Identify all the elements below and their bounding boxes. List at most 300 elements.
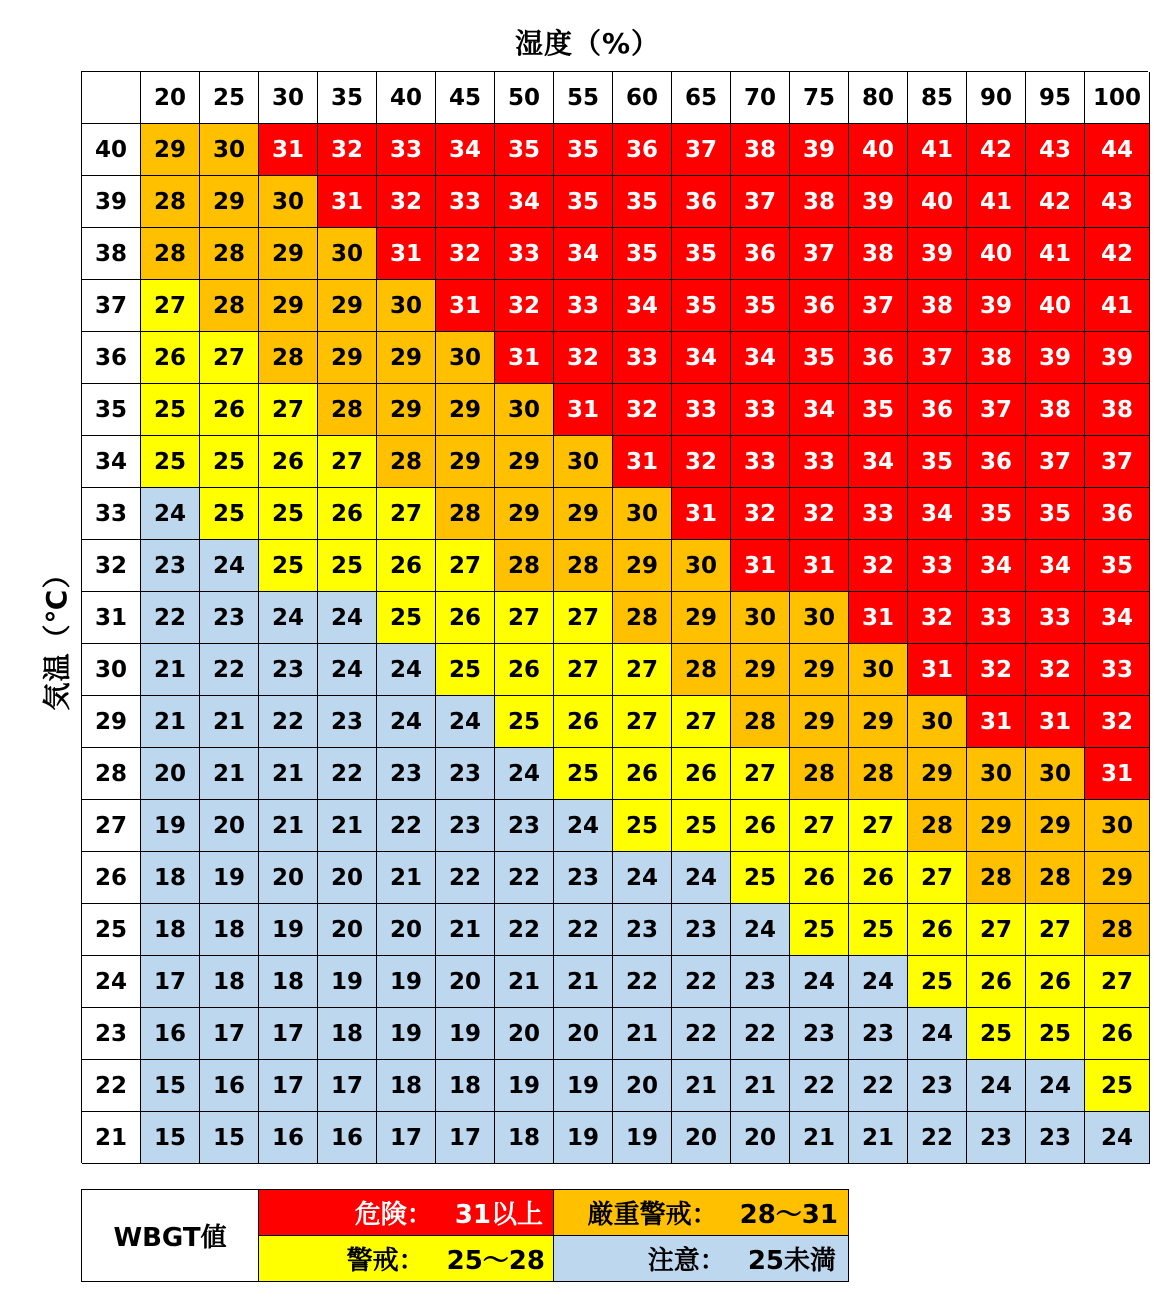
wbgt-cell: 27 <box>377 488 436 540</box>
temperature-header-38: 38 <box>82 228 141 280</box>
wbgt-cell: 20 <box>318 852 377 904</box>
wbgt-cell: 29 <box>495 488 554 540</box>
wbgt-cell: 16 <box>141 1008 200 1060</box>
wbgt-cell: 27 <box>849 800 908 852</box>
wbgt-cell: 21 <box>141 644 200 696</box>
wbgt-cell: 25 <box>200 436 259 488</box>
wbgt-cell: 29 <box>1085 852 1150 904</box>
wbgt-cell: 26 <box>259 436 318 488</box>
wbgt-cell: 34 <box>731 332 790 384</box>
temperature-header-26: 26 <box>82 852 141 904</box>
wbgt-cell: 29 <box>436 436 495 488</box>
wbgt-cell: 30 <box>318 228 377 280</box>
wbgt-cell: 33 <box>849 488 908 540</box>
wbgt-cell: 21 <box>141 696 200 748</box>
wbgt-cell: 28 <box>554 540 613 592</box>
humidity-header-40: 40 <box>377 72 436 124</box>
wbgt-cell: 43 <box>1026 124 1085 176</box>
wbgt-cell: 35 <box>495 124 554 176</box>
wbgt-cell: 21 <box>613 1008 672 1060</box>
wbgt-cell: 27 <box>141 280 200 332</box>
wbgt-cell: 30 <box>849 644 908 696</box>
wbgt-cell: 35 <box>672 280 731 332</box>
wbgt-cell: 31 <box>613 436 672 488</box>
temperature-header-23: 23 <box>82 1008 141 1060</box>
wbgt-cell: 32 <box>613 384 672 436</box>
wbgt-cell: 24 <box>672 852 731 904</box>
wbgt-cell: 42 <box>1085 228 1150 280</box>
wbgt-cell: 15 <box>200 1112 259 1164</box>
wbgt-cell: 19 <box>200 852 259 904</box>
wbgt-cell: 24 <box>613 852 672 904</box>
wbgt-cell: 25 <box>495 696 554 748</box>
wbgt-cell: 35 <box>967 488 1026 540</box>
wbgt-cell: 30 <box>436 332 495 384</box>
wbgt-cell: 28 <box>436 488 495 540</box>
wbgt-cell: 43 <box>1085 176 1150 228</box>
wbgt-cell: 18 <box>141 904 200 956</box>
humidity-header-85: 85 <box>908 72 967 124</box>
temperature-header-34: 34 <box>82 436 141 488</box>
legend-severe-range: 28〜31 <box>739 1200 838 1230</box>
wbgt-cell: 29 <box>731 644 790 696</box>
humidity-header-20: 20 <box>141 72 200 124</box>
temperature-header-27: 27 <box>82 800 141 852</box>
wbgt-cell: 25 <box>436 644 495 696</box>
temperature-header-37: 37 <box>82 280 141 332</box>
wbgt-cell: 29 <box>908 748 967 800</box>
wbgt-cell: 31 <box>495 332 554 384</box>
wbgt-cell: 29 <box>1026 800 1085 852</box>
wbgt-cell: 32 <box>790 488 849 540</box>
wbgt-cell: 21 <box>849 1112 908 1164</box>
wbgt-cell: 30 <box>1085 800 1150 852</box>
humidity-header-70: 70 <box>731 72 790 124</box>
wbgt-cell: 23 <box>377 748 436 800</box>
temperature-header-36: 36 <box>82 332 141 384</box>
wbgt-cell: 21 <box>731 1060 790 1112</box>
wbgt-cell: 24 <box>259 592 318 644</box>
wbgt-cell: 34 <box>967 540 1026 592</box>
wbgt-cell: 24 <box>1085 1112 1150 1164</box>
wbgt-cell: 29 <box>849 696 908 748</box>
wbgt-cell: 32 <box>495 280 554 332</box>
wbgt-cell: 35 <box>849 384 908 436</box>
temperature-header-40: 40 <box>82 124 141 176</box>
wbgt-cell: 25 <box>259 540 318 592</box>
wbgt-cell: 22 <box>141 592 200 644</box>
wbgt-cell: 27 <box>554 644 613 696</box>
wbgt-cell: 31 <box>1085 748 1150 800</box>
wbgt-cell: 32 <box>436 228 495 280</box>
wbgt-cell: 36 <box>1085 488 1150 540</box>
wbgt-cell: 23 <box>259 644 318 696</box>
wbgt-cell: 23 <box>790 1008 849 1060</box>
wbgt-cell: 22 <box>731 1008 790 1060</box>
wbgt-cell: 23 <box>908 1060 967 1112</box>
wbgt-cell: 44 <box>1085 124 1150 176</box>
wbgt-cell: 33 <box>967 592 1026 644</box>
wbgt-cell: 22 <box>790 1060 849 1112</box>
humidity-header-95: 95 <box>1026 72 1085 124</box>
wbgt-cell: 31 <box>436 280 495 332</box>
temperature-header-29: 29 <box>82 696 141 748</box>
wbgt-cell: 23 <box>1026 1112 1085 1164</box>
wbgt-cell: 22 <box>672 1008 731 1060</box>
wbgt-cell: 38 <box>908 280 967 332</box>
wbgt-cell: 37 <box>849 280 908 332</box>
humidity-header-60: 60 <box>613 72 672 124</box>
wbgt-cell: 30 <box>731 592 790 644</box>
wbgt-cell: 21 <box>200 748 259 800</box>
wbgt-cell: 22 <box>849 1060 908 1112</box>
wbgt-cell: 41 <box>908 124 967 176</box>
humidity-header-25: 25 <box>200 72 259 124</box>
wbgt-cell: 37 <box>790 228 849 280</box>
wbgt-cell: 25 <box>141 436 200 488</box>
wbgt-cell: 18 <box>495 1112 554 1164</box>
legend-caution <box>554 1236 848 1281</box>
wbgt-cell: 28 <box>318 384 377 436</box>
wbgt-cell: 28 <box>1085 904 1150 956</box>
wbgt-cell: 27 <box>613 696 672 748</box>
wbgt-cell: 30 <box>967 748 1026 800</box>
wbgt-legend <box>81 1189 849 1282</box>
wbgt-cell: 28 <box>790 748 849 800</box>
wbgt-cell: 29 <box>554 488 613 540</box>
wbgt-cell: 21 <box>259 748 318 800</box>
wbgt-cell: 33 <box>436 176 495 228</box>
wbgt-cell: 22 <box>436 852 495 904</box>
wbgt-cell: 34 <box>613 280 672 332</box>
wbgt-cell: 20 <box>377 904 436 956</box>
legend-caution-range: 25未満 <box>747 1246 836 1276</box>
wbgt-cell: 27 <box>731 748 790 800</box>
wbgt-cell: 38 <box>731 124 790 176</box>
wbgt-cell: 29 <box>436 384 495 436</box>
wbgt-cell: 34 <box>908 488 967 540</box>
wbgt-cell: 26 <box>141 332 200 384</box>
wbgt-cell: 21 <box>259 800 318 852</box>
wbgt-cell: 32 <box>849 540 908 592</box>
wbgt-cell: 19 <box>377 956 436 1008</box>
wbgt-cell: 31 <box>967 696 1026 748</box>
wbgt-cell: 33 <box>613 332 672 384</box>
wbgt-cell: 17 <box>259 1008 318 1060</box>
wbgt-cell: 31 <box>849 592 908 644</box>
wbgt-cell: 34 <box>1026 540 1085 592</box>
wbgt-cell: 30 <box>377 280 436 332</box>
wbgt-cell: 25 <box>672 800 731 852</box>
wbgt-cell: 20 <box>141 748 200 800</box>
wbgt-cell: 30 <box>554 436 613 488</box>
humidity-header-30: 30 <box>259 72 318 124</box>
wbgt-cell: 30 <box>495 384 554 436</box>
wbgt-cell: 15 <box>141 1112 200 1164</box>
wbgt-cell: 19 <box>436 1008 495 1060</box>
wbgt-cell: 41 <box>1026 228 1085 280</box>
wbgt-cell: 28 <box>967 852 1026 904</box>
wbgt-cell: 42 <box>967 124 1026 176</box>
wbgt-cell: 24 <box>141 488 200 540</box>
wbgt-cell: 17 <box>141 956 200 1008</box>
wbgt-cell: 17 <box>318 1060 377 1112</box>
wbgt-cell: 29 <box>790 696 849 748</box>
humidity-header-50: 50 <box>495 72 554 124</box>
humidity-header-100: 100 <box>1085 72 1150 124</box>
wbgt-cell: 28 <box>200 280 259 332</box>
wbgt-cell: 28 <box>908 800 967 852</box>
wbgt-cell: 27 <box>554 592 613 644</box>
wbgt-cell: 23 <box>436 800 495 852</box>
wbgt-cell: 30 <box>200 124 259 176</box>
wbgt-cell: 35 <box>554 176 613 228</box>
wbgt-cell: 24 <box>967 1060 1026 1112</box>
wbgt-cell: 27 <box>908 852 967 904</box>
wbgt-cell: 29 <box>377 384 436 436</box>
wbgt-cell: 18 <box>141 852 200 904</box>
wbgt-cell: 25 <box>200 488 259 540</box>
wbgt-cell: 17 <box>259 1060 318 1112</box>
wbgt-cell: 36 <box>967 436 1026 488</box>
wbgt-cell: 18 <box>200 956 259 1008</box>
wbgt-cell: 20 <box>200 800 259 852</box>
wbgt-cell: 32 <box>1026 644 1085 696</box>
wbgt-cell: 27 <box>790 800 849 852</box>
wbgt-cell: 38 <box>1085 384 1150 436</box>
wbgt-cell: 23 <box>731 956 790 1008</box>
wbgt-cell: 26 <box>672 748 731 800</box>
wbgt-cell: 25 <box>790 904 849 956</box>
wbgt-cell: 38 <box>790 176 849 228</box>
legend-danger <box>259 1190 554 1236</box>
wbgt-cell: 33 <box>495 228 554 280</box>
wbgt-cell: 31 <box>790 540 849 592</box>
wbgt-cell: 32 <box>731 488 790 540</box>
wbgt-cell: 27 <box>436 540 495 592</box>
wbgt-cell: 24 <box>318 592 377 644</box>
wbgt-cell: 31 <box>259 124 318 176</box>
wbgt-cell: 23 <box>436 748 495 800</box>
wbgt-cell: 29 <box>259 228 318 280</box>
temperature-header-21: 21 <box>82 1112 141 1164</box>
wbgt-cell: 24 <box>1026 1060 1085 1112</box>
wbgt-cell: 30 <box>613 488 672 540</box>
wbgt-cell: 35 <box>1085 540 1150 592</box>
wbgt-cell: 30 <box>908 696 967 748</box>
wbgt-cell: 28 <box>731 696 790 748</box>
legend-caution-label: 注意： <box>647 1246 726 1276</box>
wbgt-cell: 21 <box>318 800 377 852</box>
wbgt-cell: 25 <box>554 748 613 800</box>
wbgt-cell: 20 <box>259 852 318 904</box>
wbgt-cell: 33 <box>554 280 613 332</box>
wbgt-cell: 39 <box>1026 332 1085 384</box>
wbgt-cell: 28 <box>849 748 908 800</box>
wbgt-cell: 32 <box>967 644 1026 696</box>
wbgt-cell: 27 <box>613 644 672 696</box>
wbgt-cell: 34 <box>436 124 495 176</box>
wbgt-cell: 24 <box>790 956 849 1008</box>
wbgt-cell: 19 <box>259 904 318 956</box>
wbgt-cell: 35 <box>613 176 672 228</box>
wbgt-cell: 34 <box>1085 592 1150 644</box>
y-axis-title-text: 気温（℃） <box>40 559 74 711</box>
legend-warning <box>259 1236 554 1281</box>
temperature-header-22: 22 <box>82 1060 141 1112</box>
wbgt-cell: 31 <box>318 176 377 228</box>
wbgt-cell: 37 <box>908 332 967 384</box>
wbgt-cell: 26 <box>436 592 495 644</box>
wbgt-cell: 26 <box>554 696 613 748</box>
legend-warning-range: 25〜28 <box>446 1246 545 1276</box>
wbgt-cell: 37 <box>672 124 731 176</box>
wbgt-cell: 28 <box>377 436 436 488</box>
temperature-header-25: 25 <box>82 904 141 956</box>
wbgt-cell: 25 <box>377 592 436 644</box>
wbgt-cell: 26 <box>495 644 554 696</box>
wbgt-cell: 27 <box>259 384 318 436</box>
wbgt-cell: 28 <box>495 540 554 592</box>
wbgt-cell: 27 <box>318 436 377 488</box>
wbgt-cell: 33 <box>1026 592 1085 644</box>
wbgt-cell: 23 <box>495 800 554 852</box>
wbgt-cell: 26 <box>849 852 908 904</box>
wbgt-cell: 39 <box>849 176 908 228</box>
wbgt-cell: 24 <box>377 696 436 748</box>
wbgt-cell: 32 <box>908 592 967 644</box>
wbgt-cell: 34 <box>554 228 613 280</box>
wbgt-cell: 20 <box>672 1112 731 1164</box>
temperature-header-28: 28 <box>82 748 141 800</box>
wbgt-cell: 19 <box>377 1008 436 1060</box>
wbgt-cell: 27 <box>967 904 1026 956</box>
wbgt-cell: 41 <box>967 176 1026 228</box>
wbgt-cell: 24 <box>849 956 908 1008</box>
wbgt-cell: 22 <box>318 748 377 800</box>
wbgt-cell: 33 <box>672 384 731 436</box>
wbgt-cell: 24 <box>318 644 377 696</box>
wbgt-cell: 32 <box>1085 696 1150 748</box>
wbgt-cell: 30 <box>1026 748 1085 800</box>
wbgt-cell: 27 <box>200 332 259 384</box>
wbgt-cell: 23 <box>849 1008 908 1060</box>
wbgt-cell: 21 <box>790 1112 849 1164</box>
header-corner-cell <box>82 72 141 124</box>
wbgt-cell: 40 <box>908 176 967 228</box>
wbgt-cell: 20 <box>731 1112 790 1164</box>
wbgt-cell: 31 <box>1026 696 1085 748</box>
wbgt-cell: 24 <box>731 904 790 956</box>
wbgt-cell: 27 <box>495 592 554 644</box>
wbgt-cell: 17 <box>200 1008 259 1060</box>
wbgt-cell: 22 <box>613 956 672 1008</box>
wbgt-cell: 20 <box>318 904 377 956</box>
wbgt-cell: 21 <box>377 852 436 904</box>
wbgt-cell: 37 <box>1085 436 1150 488</box>
wbgt-cell: 29 <box>259 280 318 332</box>
wbgt-cell: 29 <box>318 280 377 332</box>
wbgt-cell: 32 <box>318 124 377 176</box>
wbgt-cell: 31 <box>377 228 436 280</box>
wbgt-cell: 30 <box>672 540 731 592</box>
wbgt-cell: 25 <box>259 488 318 540</box>
x-axis-title: 湿度（%） <box>514 27 661 60</box>
wbgt-cell: 24 <box>495 748 554 800</box>
wbgt-cell: 25 <box>731 852 790 904</box>
wbgt-cell: 28 <box>141 176 200 228</box>
wbgt-cell: 28 <box>259 332 318 384</box>
wbgt-cell: 28 <box>141 228 200 280</box>
wbgt-cell: 33 <box>790 436 849 488</box>
wbgt-cell: 21 <box>672 1060 731 1112</box>
wbgt-cell: 26 <box>790 852 849 904</box>
wbgt-cell: 35 <box>908 436 967 488</box>
wbgt-cell: 25 <box>613 800 672 852</box>
wbgt-cell: 26 <box>377 540 436 592</box>
wbgt-cell: 19 <box>495 1060 554 1112</box>
wbgt-cell: 17 <box>436 1112 495 1164</box>
wbgt-cell: 18 <box>259 956 318 1008</box>
wbgt-cell: 37 <box>1026 436 1085 488</box>
wbgt-cell: 34 <box>790 384 849 436</box>
legend-severe-label: 厳重警戒： <box>587 1200 718 1230</box>
wbgt-cell: 18 <box>200 904 259 956</box>
wbgt-cell: 18 <box>377 1060 436 1112</box>
wbgt-cell: 22 <box>554 904 613 956</box>
wbgt-cell: 23 <box>141 540 200 592</box>
legend-title: WBGT値 <box>82 1190 259 1281</box>
wbgt-cell: 23 <box>613 904 672 956</box>
wbgt-cell: 31 <box>554 384 613 436</box>
wbgt-cell: 35 <box>672 228 731 280</box>
wbgt-cell: 22 <box>672 956 731 1008</box>
wbgt-cell: 36 <box>731 228 790 280</box>
wbgt-cell: 29 <box>790 644 849 696</box>
wbgt-cell: 26 <box>1085 1008 1150 1060</box>
wbgt-cell: 24 <box>436 696 495 748</box>
wbgt-cell: 36 <box>790 280 849 332</box>
wbgt-cell: 26 <box>731 800 790 852</box>
humidity-header-65: 65 <box>672 72 731 124</box>
wbgt-cell: 25 <box>318 540 377 592</box>
wbgt-cell: 35 <box>613 228 672 280</box>
wbgt-cell: 36 <box>613 124 672 176</box>
wbgt-cell: 38 <box>967 332 1026 384</box>
temperature-header-30: 30 <box>82 644 141 696</box>
wbgt-cell: 25 <box>1026 1008 1085 1060</box>
wbgt-cell: 25 <box>908 956 967 1008</box>
wbgt-cell: 20 <box>436 956 495 1008</box>
wbgt-cell: 19 <box>141 800 200 852</box>
wbgt-cell: 32 <box>377 176 436 228</box>
wbgt-cell: 23 <box>554 852 613 904</box>
wbgt-cell: 40 <box>967 228 1026 280</box>
wbgt-cell: 32 <box>554 332 613 384</box>
wbgt-cell: 28 <box>200 228 259 280</box>
wbgt-cell: 18 <box>318 1008 377 1060</box>
wbgt-cell: 37 <box>967 384 1026 436</box>
wbgt-cell: 38 <box>1026 384 1085 436</box>
wbgt-cell: 21 <box>554 956 613 1008</box>
wbgt-cell: 16 <box>318 1112 377 1164</box>
wbgt-cell: 29 <box>318 332 377 384</box>
wbgt-cell: 36 <box>672 176 731 228</box>
temperature-header-39: 39 <box>82 176 141 228</box>
wbgt-cell: 24 <box>554 800 613 852</box>
humidity-header-80: 80 <box>849 72 908 124</box>
wbgt-cell: 19 <box>613 1112 672 1164</box>
